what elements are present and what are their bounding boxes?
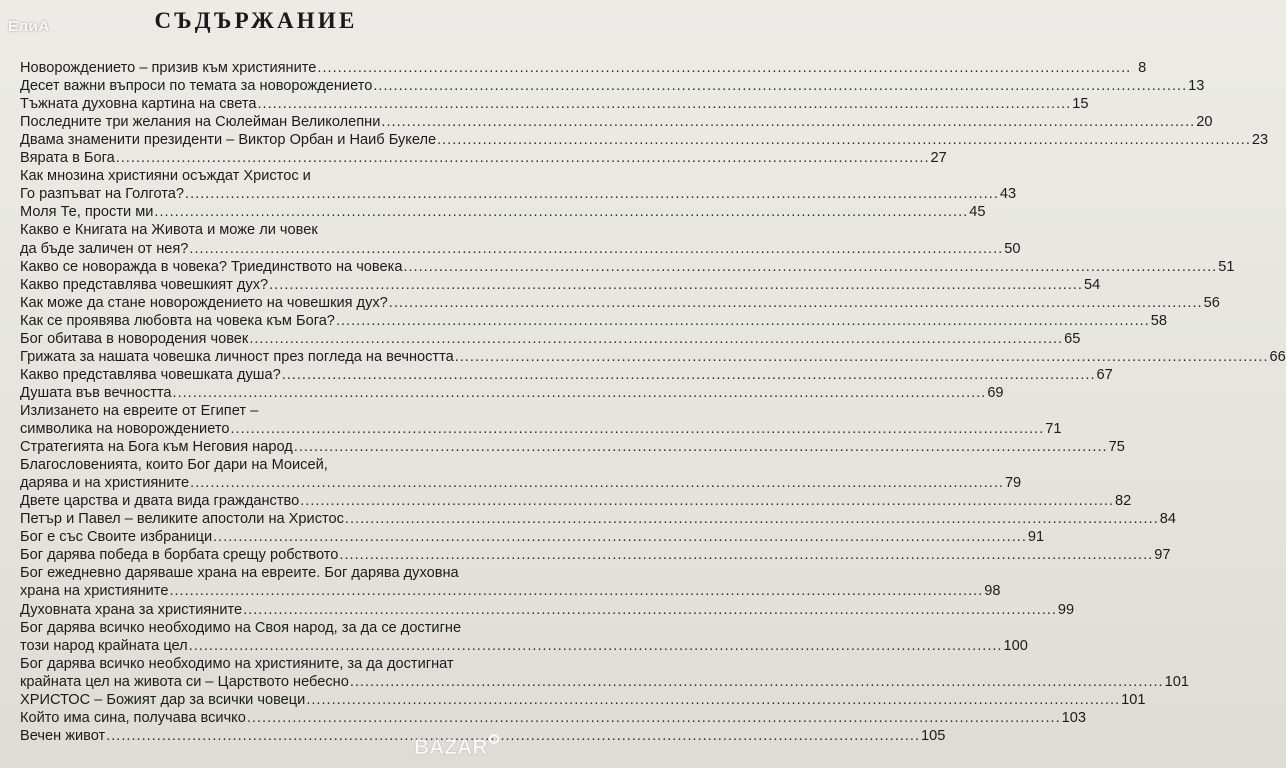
toc-entry-title: Моля Те, прости ми (20, 204, 154, 221)
toc-entry-title: Двете царства и двата вида гражданство (20, 493, 300, 510)
toc-leader-dots (243, 601, 1057, 619)
toc-entry-title: Грижата за нашата човешка личност през погледа на вечността (20, 348, 454, 365)
toc-entry-page-number: 45 (969, 204, 986, 221)
toc-entry-page-number: 103 (1061, 709, 1087, 726)
toc-entry-page-number: 97 (1154, 547, 1171, 564)
toc-leader-dots (247, 709, 1061, 727)
toc-entry-page-number: 67 (1096, 366, 1113, 383)
toc-entry-title: Излизането на евреите от Египет – (20, 402, 259, 419)
toc-entry-title: ХРИСТОС – Божият дар за всички човеци (20, 691, 306, 708)
toc-entry-page-number: 101 (1121, 691, 1146, 708)
toc-entry (20, 655, 491, 673)
toc-leader-dots (282, 366, 1096, 384)
toc-entry-page-number: 43 (999, 186, 1017, 203)
page-title: СЪДЪРЖАНИЕ (154, 8, 358, 33)
toc-entry-title: Десет важни въпроси по темата за новорождението (20, 78, 373, 95)
toc-entry-title: Петър и Павел – великите апостоли на Христос (20, 511, 344, 528)
toc-entry (20, 258, 1235, 276)
toc-leader-dots (437, 131, 1251, 149)
toc-entry-title: Какво се новоражда в човека? Триединството на човека (20, 258, 403, 275)
toc-entry-page-number: 84 (1159, 511, 1176, 528)
toc-entry (20, 167, 491, 185)
toc-entry-page-number: 66 (1269, 348, 1286, 365)
toc-leader-dots (345, 510, 1159, 528)
toc-leader-dots (106, 727, 920, 745)
toc-entry (20, 438, 1125, 456)
toc-entry-title: Вечен живот (20, 727, 106, 744)
toc-leader-dots (294, 438, 1108, 456)
toc-entry-title: Бог дарява победа в борбата срещу робството (20, 547, 339, 564)
watermark-logo: ЕлиА (8, 18, 50, 35)
toc-entry-title: Бог обитава в новородения човек (20, 330, 249, 347)
svg-text:BAZAR: BAZAR (414, 736, 488, 759)
toc-entry-title: Новорождението – призив към християните (20, 60, 317, 76)
toc-entry-page-number: 65 (1064, 330, 1081, 347)
toc-entry (20, 203, 986, 221)
toc-entry (20, 420, 1062, 438)
toc-leader-dots (455, 348, 1269, 366)
toc-entry (20, 673, 1189, 691)
toc-entry-title: Бог е със Своите избраници (20, 529, 213, 546)
toc-entry-page-number: 20 (1196, 114, 1213, 131)
toc-entry (20, 330, 1081, 348)
toc-entry (20, 221, 491, 239)
toc-entry-title: този народ крайната цел (20, 637, 188, 654)
toc-entry-page-number: 8 (1138, 60, 1147, 76)
toc-leader-dots (173, 384, 987, 402)
toc-leader-dots (116, 149, 930, 167)
toc-entry-title: Който има сина, получава всичко (20, 709, 246, 726)
toc-entry-title: Духовната храна за християните (20, 601, 243, 618)
toc-entry (20, 474, 1022, 492)
toc-entry-title: Тъжната духовна картина на света (20, 96, 257, 113)
toc-entry-title: Благословенията, които Бог дари на Моисей, (20, 457, 328, 474)
toc-leader-dots (169, 582, 983, 600)
toc-leader-dots (317, 59, 1131, 77)
toc-leader-dots (381, 113, 1195, 131)
toc-entry (20, 294, 1220, 312)
toc-entry-title: Как мнозина християни осъждат Христос и (20, 168, 311, 185)
toc-entry-page-number: 23 (1251, 132, 1269, 149)
bazar-logo-icon (410, 730, 502, 762)
toc-entry (20, 185, 1017, 203)
toc-entry-page-number: 98 (984, 583, 1001, 600)
toc-leader-dots (389, 294, 1203, 312)
toc-entry-title: дарява и на християните (20, 475, 190, 492)
toc-entry-page-number: 50 (1004, 240, 1021, 257)
toc-entry (20, 276, 1101, 294)
toc-entry-title: Го разпъват на Голгота? (20, 186, 185, 203)
toc-entry-page-number: 13 (1188, 78, 1205, 95)
toc-entry-title: символика на новорождението (20, 421, 230, 437)
toc-leader-dots (269, 276, 1083, 294)
toc-entry-title: Какво представлява човешкият дух? (20, 276, 269, 293)
toc-entry (20, 456, 491, 474)
toc-leader-dots (185, 185, 999, 203)
toc-leader-dots (189, 240, 1003, 258)
toc-entry-title: Двама знаменити президенти – Виктор Орбан и Наиб Букеле (20, 132, 437, 149)
toc-entry-title: Бог дарява всичко необходимо на Своя народ, за да се достигне (20, 619, 462, 636)
toc-entry-title: Бог ежедневно даряваше храна на евреите. Бог дарява духовна (20, 565, 459, 582)
toc-entry-page-number: 71 (1045, 421, 1062, 437)
toc-entry-page-number: 100 (1003, 637, 1028, 654)
toc-entry (20, 691, 1146, 709)
toc-leader-dots (336, 312, 1150, 330)
toc-leader-dots (190, 474, 1004, 492)
toc-entry-title: Как се проявява любовта на човека към Бога? (20, 312, 335, 329)
toc-entry-page-number: 58 (1150, 312, 1167, 329)
toc-leader-dots (230, 420, 1044, 438)
toc-entry-page-number: 101 (1164, 673, 1189, 690)
toc-entry-title: храна на християните (20, 583, 169, 600)
toc-entry-title: крайната цел на живота си – Царството небесно (20, 673, 349, 690)
toc-entry (20, 384, 1004, 402)
toc-entry (20, 402, 491, 420)
toc-leader-dots (300, 492, 1114, 510)
toc-entry-title: Бог дарява всичко необходимо на християните, за да достигнат (20, 655, 454, 672)
toc-entry (20, 528, 1045, 546)
toc-entry (20, 709, 1087, 727)
toc-entry (20, 637, 1028, 655)
toc-entry-title: Как може да стане новорождението на човешкия дух? (20, 294, 388, 311)
toc-leader-dots (403, 258, 1217, 276)
toc-entry (20, 95, 1089, 113)
toc-entry-page-number: 15 (1072, 96, 1089, 113)
toc-entry-page-number: 69 (987, 384, 1004, 401)
toc-leader-dots (154, 203, 968, 221)
toc-leader-dots (339, 546, 1153, 564)
toc-entry (20, 564, 491, 582)
toc-entry-title: Какво е Книгата на Живота и може ли човек (20, 222, 318, 239)
toc-leader-dots (350, 673, 1164, 691)
toc-entry-title: Вярата в Бога (20, 150, 115, 167)
toc-leader-dots (249, 330, 1063, 348)
toc-entry (20, 348, 1286, 366)
toc-entry-page-number: 105 (920, 727, 946, 744)
toc-entry (20, 77, 1205, 95)
toc-entry (20, 510, 1176, 528)
toc-entry-title: Какво представлява човешката душа? (20, 366, 281, 383)
toc-entry-page-number: 91 (1027, 529, 1045, 546)
toc-leader-dots (213, 528, 1027, 546)
toc-entry-page-number: 54 (1083, 276, 1101, 293)
toc-entry (20, 492, 1132, 510)
toc-entry (20, 240, 1021, 258)
toc-leader-dots (306, 691, 1120, 709)
toc-entry-title: Стратегията на Бога към Неговия народ (20, 439, 293, 456)
toc-entry (20, 59, 1147, 77)
toc-entry-page-number: 56 (1203, 294, 1220, 311)
toc-entry (20, 601, 1075, 619)
toc-leader-dots (189, 637, 1003, 655)
toc-entry-page-number: 99 (1057, 601, 1075, 618)
toc-entry (20, 312, 1167, 330)
toc-entry-title: Душата във вечността (20, 384, 172, 401)
toc-entry-page-number: 79 (1004, 475, 1022, 492)
toc-entry (20, 131, 1269, 149)
toc-leader-dots (373, 77, 1187, 95)
toc-entry-title: Последните три желания на Сюлейман Великолепни (20, 114, 381, 131)
toc-entry-page-number: 75 (1108, 439, 1125, 456)
toc-leader-dots (257, 95, 1071, 113)
toc-entry (20, 366, 1113, 384)
toc-entry (20, 546, 1171, 564)
toc-entry-page-number: 27 (930, 150, 947, 167)
toc-entry (20, 113, 1213, 131)
toc-entry (20, 619, 491, 637)
toc-entry-page-number: 51 (1218, 258, 1235, 275)
toc-entry (20, 582, 1001, 600)
toc-entry (20, 149, 947, 167)
toc-entry-title: да бъде заличен от нея? (20, 240, 189, 257)
toc-entry-page-number: 82 (1115, 493, 1132, 510)
